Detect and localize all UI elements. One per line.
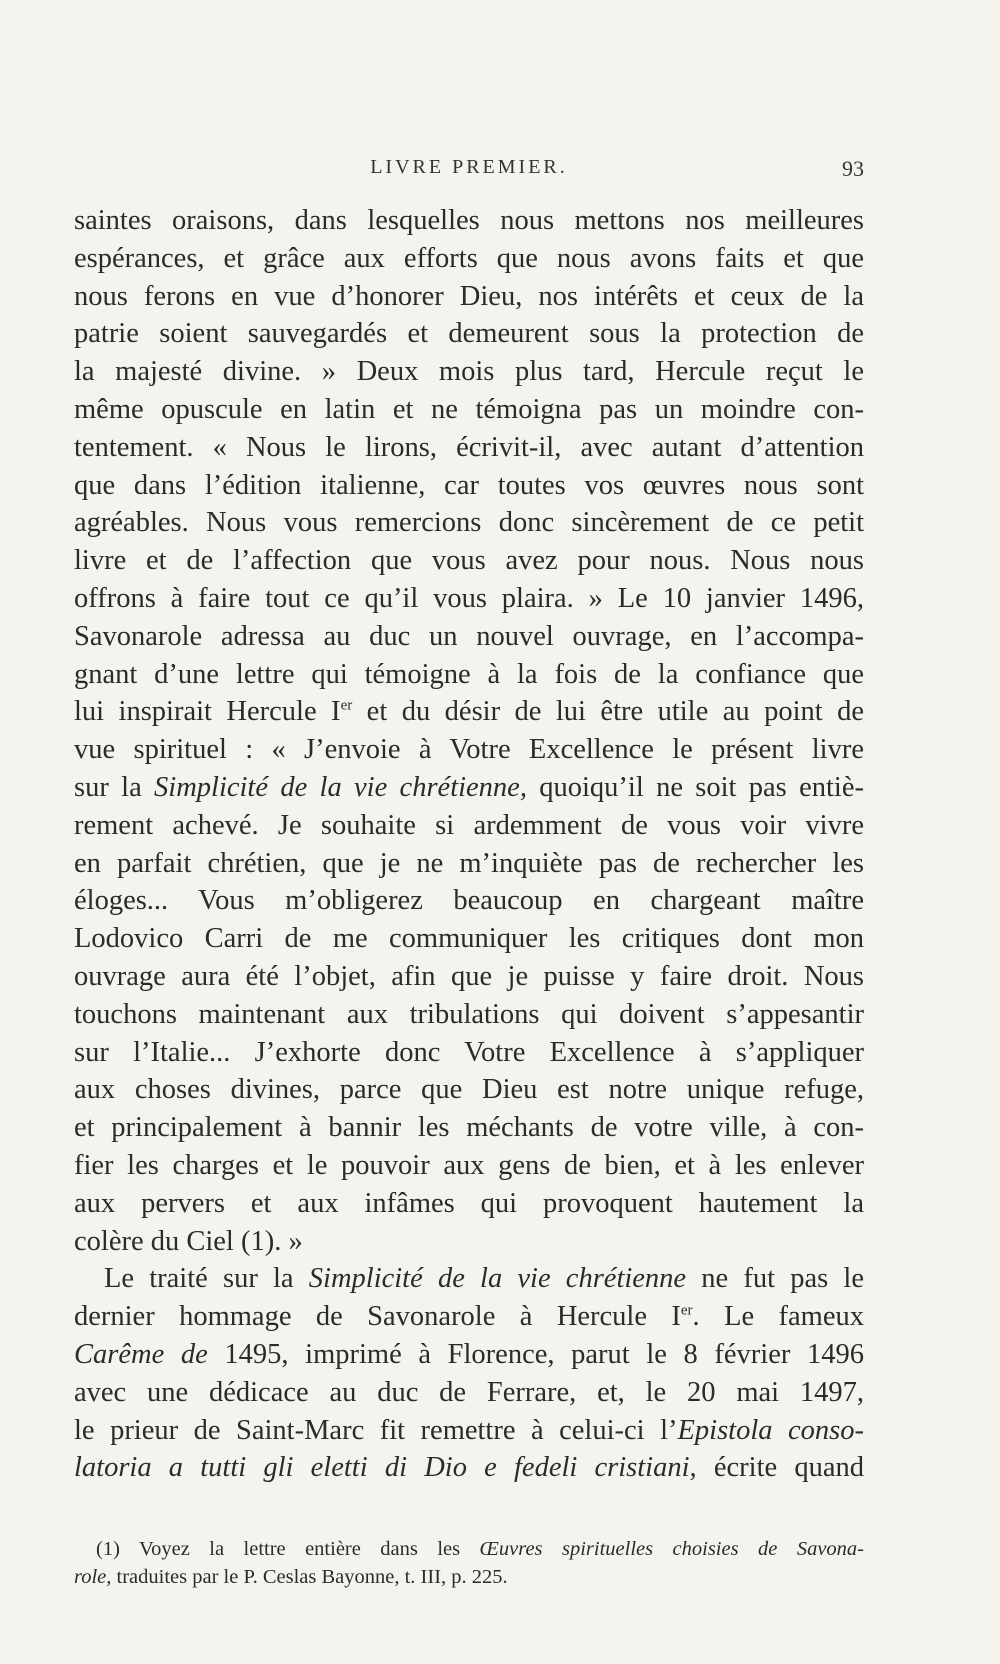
text-line [74,1298,864,1336]
text-line: gnant d’une lettre qui témoigne à la fois de la confiance que [74,658,864,690]
text-line: avec une dédicace au duc de Ferrare, et, le 20 mai 1497, [74,1376,864,1408]
text-line: espérances, et grâce aux efforts que nous avons faits et que [74,242,864,274]
text-line: en parfait chrétien, que je ne m’inquiète pas de rechercher les [74,847,864,879]
running-head: LIVRE PREMIER. [370,156,568,178]
text-line: et principalement à bannir les méchants de votre ville, à con- [74,1112,864,1144]
text-line: agréables. Nous vous remercions donc sincèrement de ce petit [74,507,864,539]
text-run: sur la [74,771,155,803]
text-line [74,1412,864,1450]
superscript: er [680,1302,693,1319]
text-line: que dans l’édition italienne, car toutes vos œuvres nous sont [74,469,864,501]
text-line [74,1260,864,1298]
text-line: saintes oraisons, dans lesquelles nous mettons nos meilleures [74,205,864,236]
text-run: et du désir de lui être utile au point de [352,696,865,728]
page-number: 93 [842,156,864,181]
footnote-line [74,1563,864,1591]
text-run: dernier hommage de Savonarole à Hercule I [74,1301,681,1333]
text-line: aux choses divines, parce que Dieu est notre unique refuge, [74,1074,864,1106]
text-line [74,769,864,807]
book-title: latoria a tutti gli eletti di Dio e fedeli cristiani, [74,1452,697,1484]
text-line: touchons maintenant aux tribulations qui doivent s’appesantir [74,998,864,1030]
body-text [74,202,864,1487]
text-line: livre et de l’affection que vous avez pour nous. Nous nous [74,545,864,577]
text-line: éloges... Vous m’obligerez beaucoup en chargeant maître [74,885,864,917]
book-title: Œuvres spirituelles choisies de Savona- [479,1538,865,1560]
text-line: tentement. « Nous le lirons, écrivit-il, avec autant d’attention [74,431,864,463]
text-run: quoiqu’il ne soit pas entiè- [526,771,864,803]
text-line: Lodovico Carri de me communiquer les critiques dont mon [74,923,864,955]
text-run: écrite quand [696,1452,864,1484]
text-run: Le traité sur la [104,1263,309,1295]
text-line: la majesté divine. » Deux mois plus tard, Hercule reçut le [74,356,864,388]
book-title: Simplicité de la vie chrétienne [308,1263,687,1295]
text-line: nous ferons en vue d’honorer Dieu, nos intérêts et ceux de la [74,280,864,312]
text-line [74,693,864,731]
text-line: aux pervers et aux infâmes qui provoquent hautement la [74,1187,864,1219]
book-title: Carême de [74,1338,208,1370]
footnote [74,1535,864,1591]
footnote-line [74,1535,864,1563]
text-line: sur l’Italie... J’exhorte donc Votre Excellence à s’appliquer [74,1036,864,1068]
text-run: ne fut pas le [686,1263,864,1295]
text-line [74,1449,864,1487]
text-line: rement achevé. Je souhaite si ardemment de vous voir vivre [74,809,864,841]
text-run: traduites par le P. Ceslas Bayonne, t. III, p. 225. [111,1566,508,1588]
book-title: Simplicité de la vie chrétienne, [154,771,527,803]
text-line: fier les charges et le pouvoir aux gens de bien, et à les enlever [74,1149,864,1181]
text-line: Savonarole adressa au duc un nouvel ouvrage, en l’accompa- [74,620,864,652]
text-run: (1) Voyez la lettre entière dans les [96,1538,480,1560]
text-run: le prieur de Saint-Marc fit remettre à celui-ci l’ [74,1414,678,1446]
text-line: même opuscule en latin et ne témoigna pas un moindre con- [74,393,864,425]
text-run: . Le fameux [692,1301,864,1333]
text-line: patrie soient sauvegardés et demeurent sous la protection de [74,318,864,350]
text-line [74,1336,864,1374]
text-line: offrons à faire tout ce qu’il vous plaira. » Le 10 janvier 1496, [74,582,864,614]
book-title: Epistola conso- [677,1414,864,1446]
text-run: 1495, imprimé à Florence, parut le 8 février 1496 [207,1338,864,1370]
text-line: vue spirituel : « J’envoie à Votre Excellence le présent livre [74,734,864,766]
text-line: colère du Ciel (1). » [74,1225,303,1257]
text-line: ouvrage aura été l’objet, afin que je puisse y faire droit. Nous [74,960,864,992]
book-title: role, [74,1566,112,1588]
text-run: lui inspirait Hercule I [74,696,341,728]
page-header [74,156,864,188]
superscript: er [340,697,353,714]
